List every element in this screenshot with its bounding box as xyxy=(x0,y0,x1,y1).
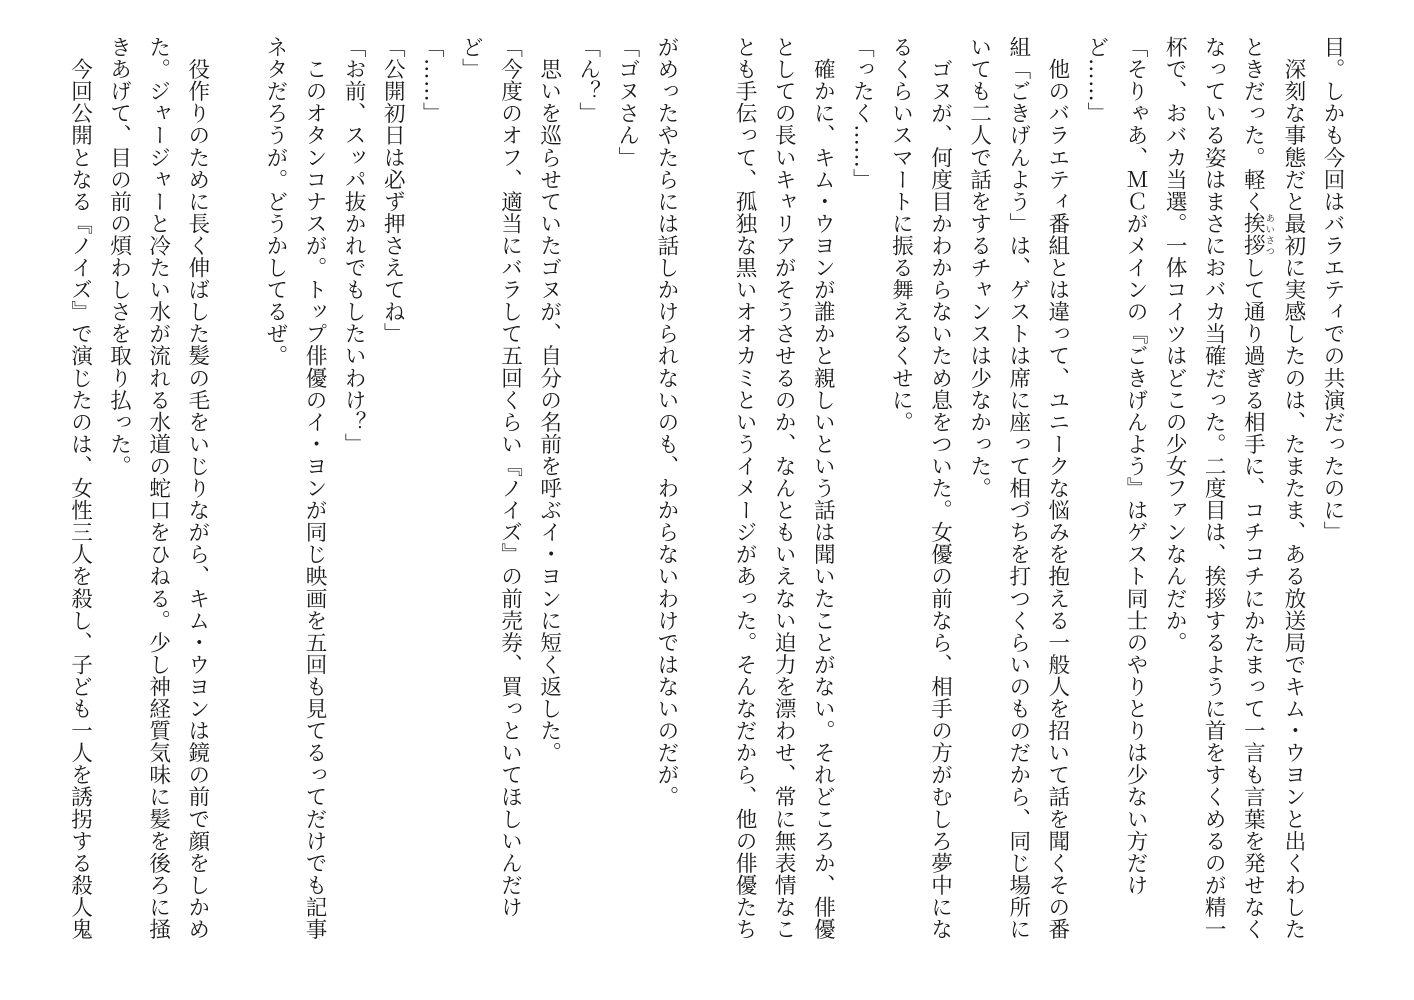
ruby-base: 挨拶 xyxy=(1240,212,1266,257)
text-line: 目。しかも今回はバラエティでの共演だったのに」 xyxy=(1320,36,1345,544)
text-line: 思いを巡らせていたゴヌが、自分の名前を呼ぶイ・ヨンに短く返した。 xyxy=(536,36,562,764)
text-segment: ときだった。軽く xyxy=(1240,36,1266,213)
text-line: とも手伝って、孤独な黒いオオカミというイメージがあった。そんなだから、他の俳優たち xyxy=(732,36,758,941)
text-line: 今回公開となる『ノイズ』で演じたのは、女性三人を殺し、子ども一人を誘拐する殺人鬼 xyxy=(67,36,93,941)
text-line: 「……」 xyxy=(419,36,445,125)
text-line xyxy=(1233,36,1274,976)
text-line: ネタだろうが。どうかしてるぜ。 xyxy=(262,36,288,367)
text-line: 深刻な事態だと最初に実感したのは、たまたま、ある放送局でキム・ウヨンと出くわした xyxy=(1280,36,1306,941)
ruby-annotation xyxy=(1240,212,1274,257)
text-line: 他のバラエティ番組とは違って、ユニークな悩みを抱える一般人を招いて話を聞くその番 xyxy=(1044,36,1070,941)
text-line: がめったやたらには話しかけられないのも、わからないわけではないのだが。 xyxy=(653,36,679,808)
text-line: ど……」 xyxy=(1083,36,1109,125)
blank-line xyxy=(686,36,725,976)
text-line: ど」 xyxy=(458,36,484,81)
text-line: 「ん？」 xyxy=(575,36,601,125)
text-line: 確かに、キム・ウヨンが誰かと親しいという話は聞いたことがない。それどころか、俳優 xyxy=(810,36,836,941)
ruby-reading: あいさつ xyxy=(1263,212,1274,257)
text-line: 「公開初日は必ず押さえてね」 xyxy=(380,36,406,345)
blank-line xyxy=(217,36,256,976)
text-line: ゴヌが、何度目かわからないため息をついた。女優の前なら、相手の方がむしろ夢中にな xyxy=(927,36,953,941)
text-line: 「今度のオフ、適当にバラして五回くらい『ノイズ』の前売券、買っといてほしいんだけ xyxy=(497,36,523,918)
text-line: 「お前、スッパ抜かれでもしたいわけ？」 xyxy=(341,36,367,455)
text-line: 杯で、おバカ当選。一体コイツはどこの少女ファンなんだか。 xyxy=(1162,36,1188,654)
text-line: このオタンコナスが。トップ俳優のイ・ヨンが同じ映画を五回も見てるってだけでも記事 xyxy=(302,36,328,941)
text-line: きあげて、目の前の煩わしさを取り払った。 xyxy=(106,36,132,477)
text-line: 組「ごきげんよう」は、ゲストは席に座って相づちを打つくらいのものだから、同じ場所に xyxy=(1005,36,1031,941)
text-line: るくらいスマートに振る舞えるくせに。 xyxy=(888,36,914,433)
text-line: 「ったく……」 xyxy=(849,36,875,191)
text-line: 「そりゃあ、ＭＣがメインの『ごきげんよう』はゲスト同士のやりとりは少ない方だけ xyxy=(1123,36,1149,896)
text-line: た。ジャージャーと冷たい水が流れる水道の蛇口をひねる。少し神経質気味に髪を後ろに掻 xyxy=(145,36,171,941)
text-line: 役作りのために長く伸ばした髪の毛をいじりながら、キム・ウヨンは鏡の前で顔をしかめ xyxy=(184,36,210,941)
text-segment: して通り過ぎる相手に、コチコチにかたまって一言も言葉を発せなく xyxy=(1240,256,1266,941)
text-line: 「ゴヌさん」 xyxy=(614,36,640,169)
vertical-text-body xyxy=(60,36,1352,976)
text-line: としての長いキャリアがそうさせるのか、なんともいえない迫力を漂わせ、常に無表情なこ xyxy=(771,36,797,941)
text-line: いても二人で話をするチャンスは少なかった。 xyxy=(966,36,992,500)
text-line: なっている姿はまさにおバカ当確だった。二度目は、挨拶するように首をすくめるのが精一 xyxy=(1201,36,1227,941)
